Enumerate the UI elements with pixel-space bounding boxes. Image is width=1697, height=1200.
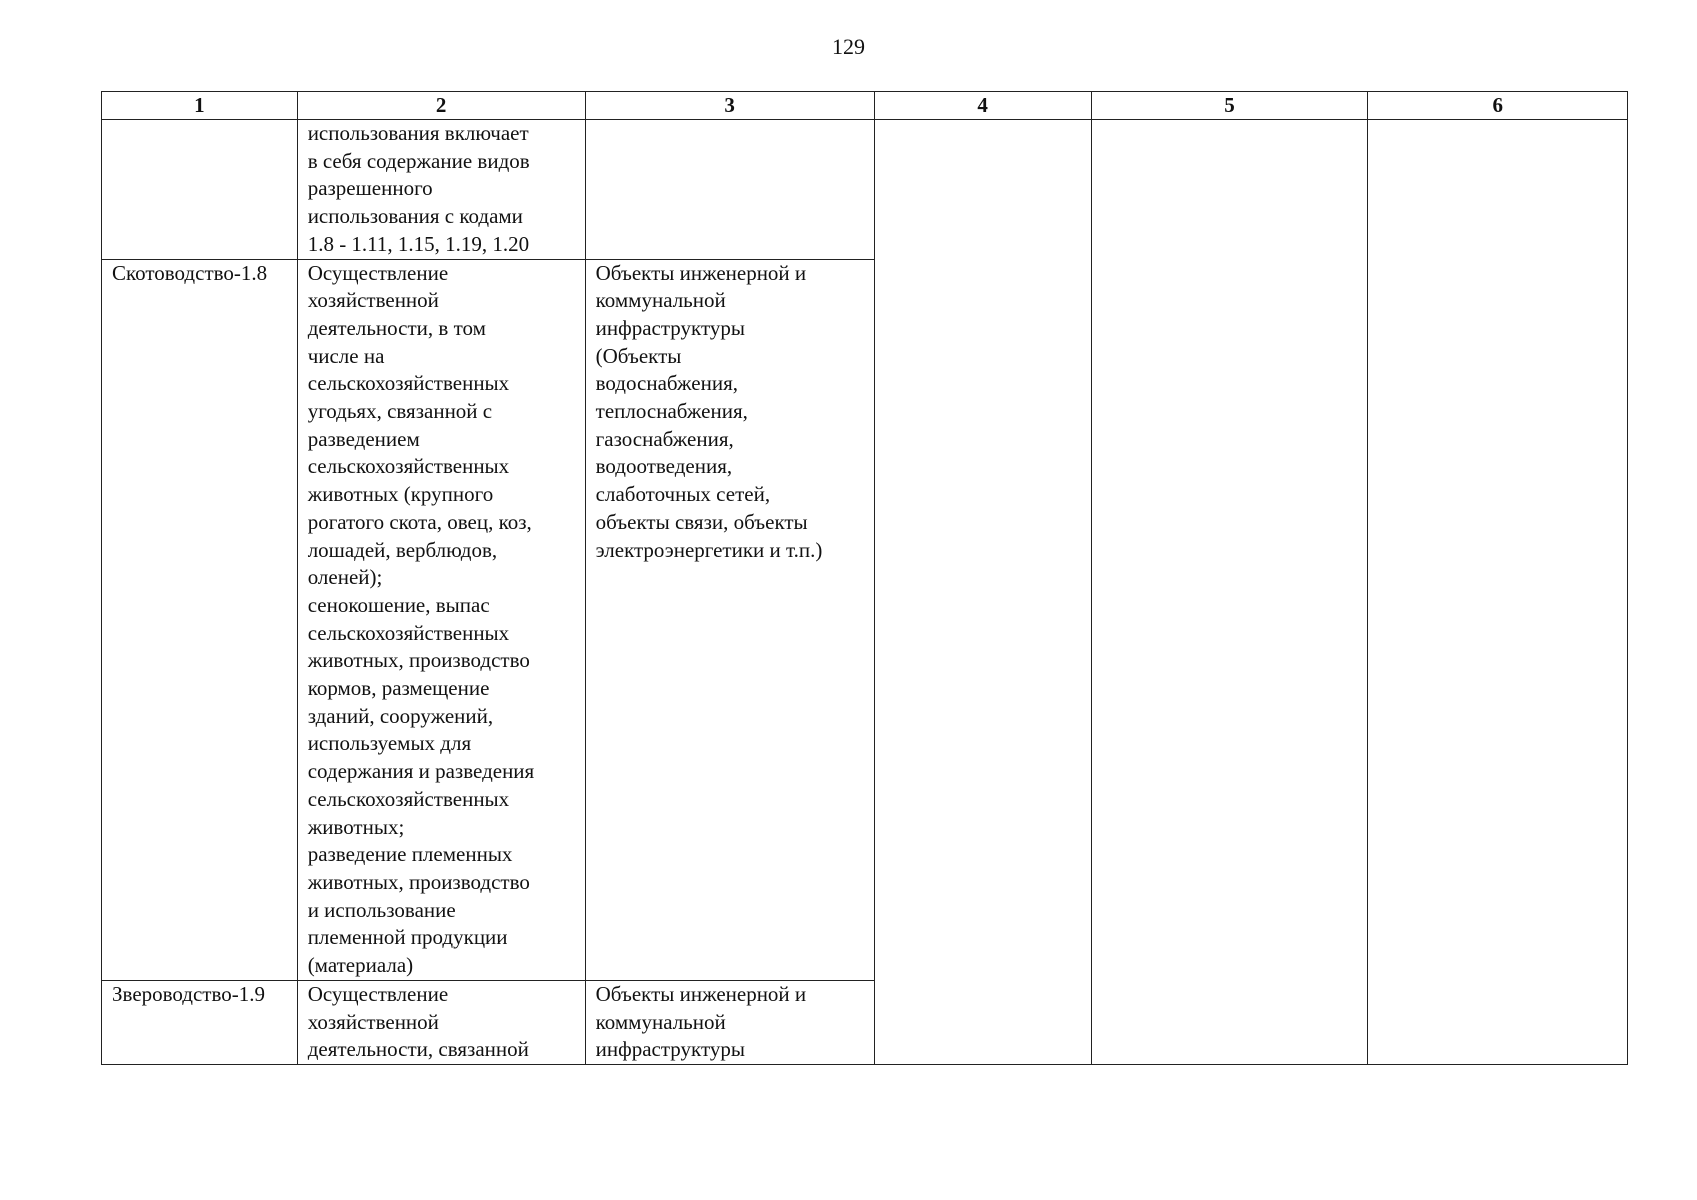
header-row <box>102 92 1628 120</box>
column-header-6: 6 <box>1368 92 1628 120</box>
column-header-5: 5 <box>1091 92 1368 120</box>
cell-column-5 <box>1091 120 1368 1065</box>
cell-column-4 <box>874 120 1091 1065</box>
cell-column-6 <box>1368 120 1628 1065</box>
cell-use-description: Осуществление хозяйственной деятельности, в том числе на сельскохозяйственных угодьях, связанной с разведением сельскохозяйственных животных (крупного рогатого скота, овец, коз, лошадей, верблюдов, оленей); сенокошение, выпас сельскохозяйственных животных, производство кормов, размещение зданий, сооружений, используемых для содержания и разведения сельскохозяйственных животных; разведение племенных животных, производство и использование племенной продукции (материала) <box>297 259 585 980</box>
cell-auxiliary-objects <box>585 120 874 260</box>
land-use-table <box>101 91 1628 1065</box>
table-row <box>102 120 1628 260</box>
page-number: 129 <box>832 34 865 59</box>
cell-use-name: Звероводство-1.9 <box>102 980 298 1064</box>
cell-use-name: Скотоводство-1.8 <box>102 259 298 980</box>
column-header-4: 4 <box>874 92 1091 120</box>
column-header-2: 2 <box>297 92 585 120</box>
cell-auxiliary-objects: Объекты инженерной и коммунальной инфраструктуры <box>585 980 874 1064</box>
cell-auxiliary-objects: Объекты инженерной и коммунальной инфраструктуры (Объекты водоснабжения, теплоснабжения, газоснабжения, водоотведения, слаботочных сетей, объекты связи, объекты электроэнергетики и т.п.) <box>585 259 874 980</box>
column-header-1: 1 <box>102 92 298 120</box>
cell-use-name <box>102 120 298 260</box>
cell-use-description: Осуществление хозяйственной деятельности, связанной <box>297 980 585 1064</box>
column-header-3: 3 <box>585 92 874 120</box>
cell-use-description: использования включает в себя содержание видов разрешенного использования с кодами 1.8 - 1.11, 1.15, 1.19, 1.20 <box>297 120 585 260</box>
